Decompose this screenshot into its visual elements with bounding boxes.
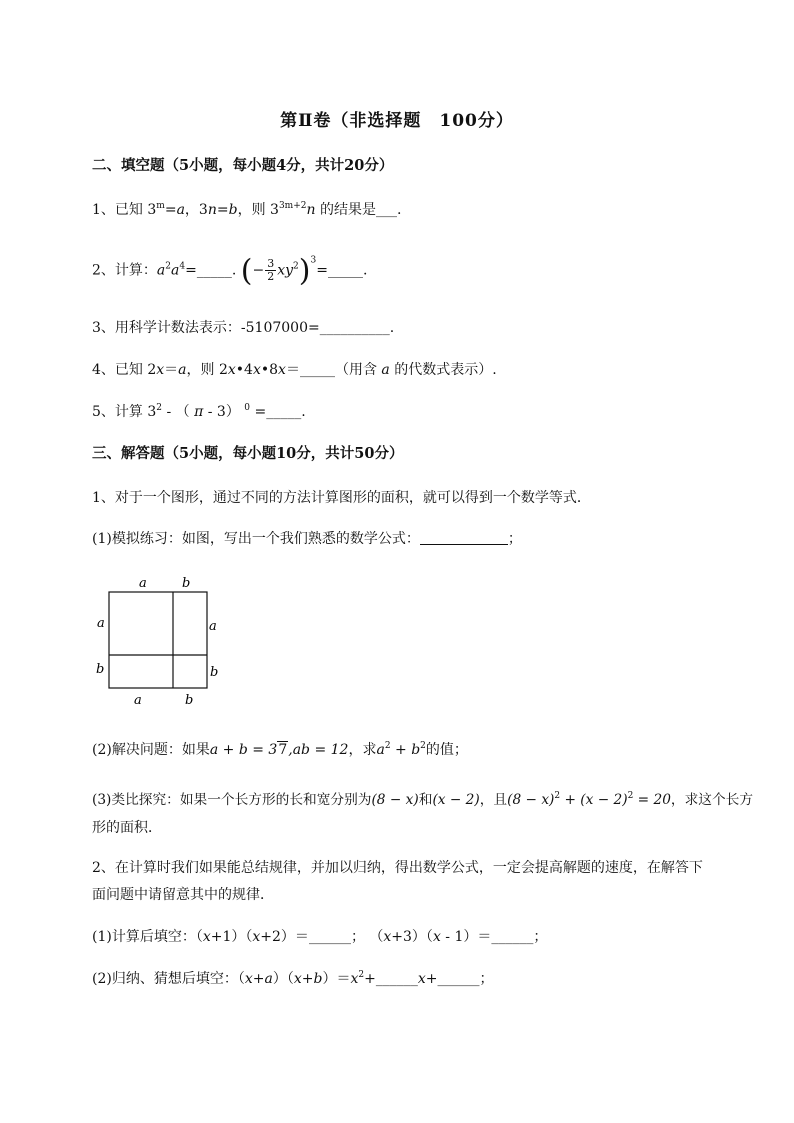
- question-answer-2-part1: (1)计算后填空：（x+1）（x+2）＝______； （x+3）（x - 1）＝______；: [92, 929, 548, 945]
- question-answer-1-part1: (1)模拟练习：如图，写出一个我们熟悉的数学公式： ；: [92, 531, 522, 547]
- label-right-a: a: [209, 619, 217, 634]
- section-fill-in-heading: 二、填空题（5小题，每小题4分，共计20分）: [92, 157, 394, 174]
- right-paren: ): [298, 253, 311, 289]
- question-fill-2: 2、计算：$a^2a^4=\_\_\_\_\_$. (− $\frac{3}{2}$ $xy^2)^3=\_\_\_\_\_$.: [92, 253, 368, 289]
- question-fill-5: 5、计算 $3^2$ - （ π - 3） $^0$ =_____.: [92, 403, 306, 420]
- answer-blank[interactable]: _____: [196, 262, 232, 279]
- label-bottom-b: b: [185, 693, 194, 708]
- answer-blank[interactable]: ___: [375, 202, 397, 218]
- section-answer-heading: 三、解答题（5小题，每小题10分，共计50分）: [92, 445, 404, 462]
- square-area-figure: [92, 572, 232, 712]
- question-answer-1-part3: (3)类比探究：如果一个长方形的长和宽分别为(8 − x)和(x − 2)，且$(8 - x)^2 + (x - 2)^2 = 20$，求这个长方: [92, 791, 754, 808]
- answer-blank[interactable]: ______: [308, 929, 351, 945]
- answer-blank[interactable]: _____: [266, 404, 302, 420]
- left-paren: (: [240, 253, 253, 289]
- question-answer-2-part2: (2)归纳、猜想后填空：$(x+a)(x+b)=x^2+\_\_\_\_\_\_x+\_\_\_\_\_\_$；: [92, 970, 494, 987]
- question-fill-4: 4、已知 2x＝a，则 2x•4x•8x＝_____（用含 a 的代数式表示）.: [92, 362, 497, 378]
- question-answer-1-part3-cont: 形的面积．: [92, 820, 162, 836]
- question-answer-1-intro: 1、对于一个图形，通过不同的方法计算图形的面积，就可以得到一个数学等式．: [92, 490, 591, 506]
- question-fill-3: 3、用科学计数法表示：-5107000=__________.: [92, 320, 395, 336]
- label-left-a: a: [97, 616, 105, 631]
- answer-blank[interactable]: [420, 531, 508, 545]
- answer-blank[interactable]: __________: [319, 320, 390, 336]
- question-answer-2-intro-line2: 面问题中请留意其中的规律．: [92, 887, 274, 903]
- answer-blank[interactable]: _____: [299, 362, 335, 378]
- label-left-b: b: [96, 662, 105, 677]
- label-bottom-a: a: [134, 693, 142, 708]
- label-top-a: a: [139, 576, 147, 591]
- question-answer-2-intro-line1: 2、在计算时我们如果能总结规律，并加以归纳，得出数学公式，一定会提高解题的速度，在解答下: [92, 860, 703, 876]
- label-right-b: b: [210, 665, 219, 680]
- answer-blank[interactable]: ______: [437, 971, 480, 987]
- paper-title: 第Ⅱ卷（非选择题 100分）: [280, 111, 514, 131]
- label-top-b: b: [182, 576, 191, 591]
- question-fill-1: 1、已知 $3^m=a$，3n=b，则 $3^{3m+2}n$ 的结果是___.: [92, 201, 402, 218]
- question-answer-1-part2: (2)解决问题：如果a + b = 37,ab = 12，求$a^2 + b^2$的值；: [92, 741, 468, 758]
- answer-blank[interactable]: ______: [491, 929, 534, 945]
- answer-blank[interactable]: _____: [327, 262, 363, 279]
- answer-blank[interactable]: ______: [375, 971, 418, 987]
- outer-square: [109, 592, 207, 688]
- fraction: $\frac{3}{2}$: [267, 257, 275, 283]
